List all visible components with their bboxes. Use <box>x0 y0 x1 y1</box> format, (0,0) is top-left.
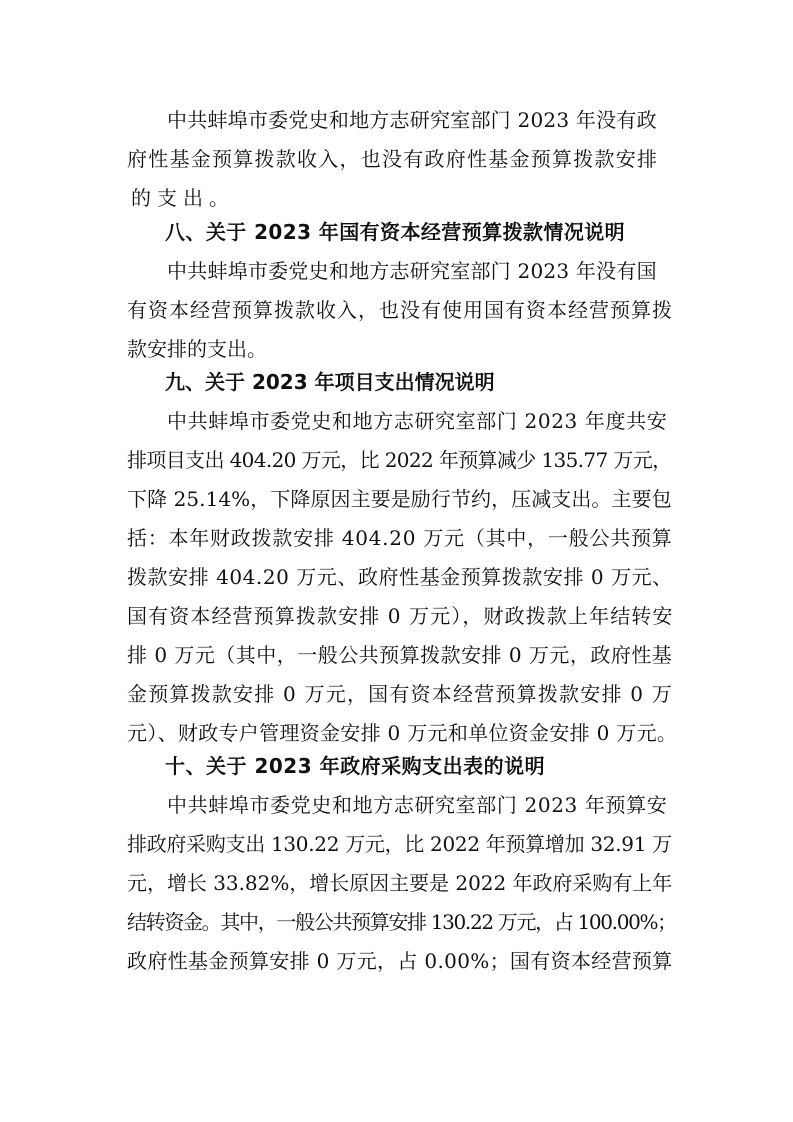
paragraph-line: 中共蚌埠市委党史和地方志研究室部门 2023 年没有国 <box>167 259 657 283</box>
paragraph-line: 的支出。 <box>131 186 235 210</box>
paragraph-line: 拨款安排 404.20 万元、政府性基金预算拨款安排 0 万元、 <box>127 565 673 589</box>
paragraph-line: 国有资本经营预算拨款安排 0 万元），财政拨款上年结转安 <box>127 604 674 628</box>
paragraph-line: 有资本经营预算拨款收入，也没有使用国有资本经营预算拨 <box>127 298 673 322</box>
paragraph-line: 府性基金预算拨款收入，也没有政府性基金预算拨款安排 <box>127 147 659 171</box>
paragraph-line: 中共蚌埠市委党史和地方志研究室部门 2023 年没有政 <box>167 108 657 132</box>
paragraph-line: 排政府采购支出 130.22 万元，比 2022 年预算增加 32.91 万 <box>127 832 672 856</box>
paragraph-line: 中共蚌埠市委党史和地方志研究室部门 2023 年度共安 <box>167 409 668 433</box>
paragraph-line: 括：本年财政拨款安排 404.20 万元（其中，一般公共预算 <box>127 526 673 550</box>
section-heading-9: 九、关于 2023 年项目支出情况说明 <box>165 370 495 394</box>
section-heading-8: 八、关于 2023 年国有资本经营预算拨款情况说明 <box>165 220 626 244</box>
paragraph-line: 政府性基金预算安排 0 万元，占 0.00%；国有资本经营预算 <box>127 949 673 973</box>
paragraph-line: 结转资金。其中，一般公共预算安排 130.22 万元，占 100.00%； <box>127 910 676 934</box>
paragraph-line: 排项目支出 404.20 万元，比 2022 年预算减少 135.77 万元， <box>127 448 672 472</box>
paragraph-line: 金预算拨款安排 0 万元，国有资本经营预算拨款安排 0 万 <box>127 682 673 706</box>
paragraph-line: 元）、财政专户管理资金安排 0 万元和单位资金安排 0 万元。 <box>127 721 678 745</box>
paragraph-line: 下降 25.14%，下降原因主要是励行节约，压减支出。主要包 <box>127 487 672 511</box>
section-heading-10: 十、关于 2023 年政府采购支出表的说明 <box>165 754 546 778</box>
paragraph-line: 中共蚌埠市委党史和地方志研究室部门 2023 年预算安 <box>167 793 668 817</box>
paragraph-line: 元，增长 33.82%，增长原因主要是 2022 年政府采购有上年 <box>127 871 673 895</box>
paragraph-line: 排 0 万元（其中，一般公共预算拨款安排 0 万元，政府性基 <box>127 643 673 667</box>
paragraph-line: 款安排的支出。 <box>127 337 267 361</box>
